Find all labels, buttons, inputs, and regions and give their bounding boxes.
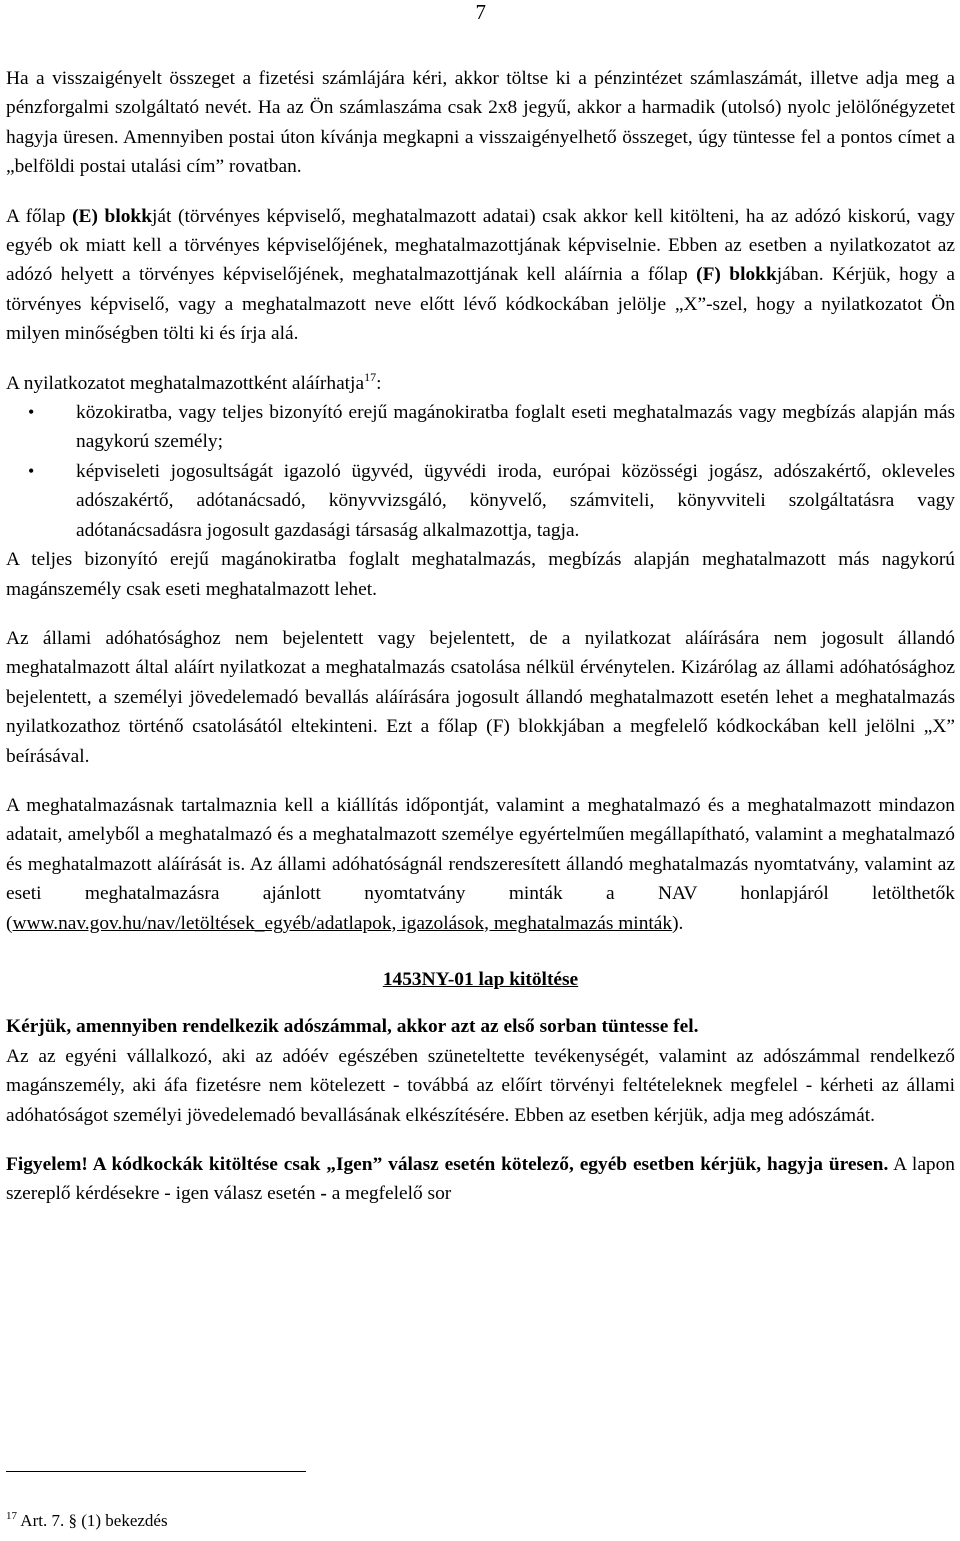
bullet-icon: • bbox=[28, 460, 35, 481]
paragraph-tax-number bbox=[6, 1012, 955, 1130]
text: Az az egyéni vállalkozó, aki az adóév egészében szüneteltette tevékenységét, valamint az adószámmal rendelkező magánszemély, aki áfa fizetésre nem kötelezett - továbbá az előírt törvényi feltételeknek megfelel - kérheti az állami adóhatóságot személyi jövedelemadó bevallásának elkészítésére. Ebben az esetben kérjük, adja meg adószámát. bbox=[6, 1045, 955, 1126]
bold-instruction: Kérjük, amennyiben rendelkezik adószámmal, akkor azt az első sorban tüntesse fel. bbox=[6, 1016, 699, 1038]
text: jában. Kérjük, hogy a törvényes képviselő, vagy a meghatalmazott neve előtt lévő kódkockában jelölje „X”-szel, hogy a nyilatkozatot Ön milyen minőségben tölti ki és írja alá. bbox=[6, 264, 955, 345]
paragraph-permanent-representative: Az állami adóhatósághoz nem bejelentett vagy bejelentett, de a nyilatkozat aláírására nem jogosult állandó meghatalmazott által aláírt nyilatkozat a meghatalmazás csatolása nélkül érvénytelen. Kizárólag az állami adóhatósághoz bejelentett, a személyi jövedelemadó bevallás aláírására jogosult állandó meghatalmazott esetén lehet a meghatalmazás nyilatkozathoz történő csatolásától eltekinteni. Ezt a főlap (F) blokkjában a megfelelő kódkockában kell jelölni „X” beírásával. bbox=[6, 627, 955, 767]
nav-website-link[interactable]: www.nav.gov.hu/nav/letöltések_egyéb/adatlapok, igazolások, meghatalmazás minták bbox=[12, 912, 673, 934]
paragraph-attention bbox=[6, 1150, 955, 1209]
paragraph-authorization-content bbox=[6, 791, 955, 938]
list-item bbox=[6, 398, 955, 457]
bold-block-f: (F) blokk bbox=[696, 264, 777, 286]
bullet-icon: • bbox=[28, 402, 35, 423]
text: A lapon szereplő kérdésekre - igen válasz esetén bbox=[6, 1154, 956, 1205]
footnote bbox=[6, 1510, 168, 1532]
paragraph-private-document: A teljes bizonyító erejű magánokiratba foglalt meghatalmazás, megbízás alapján meghatalmazott más nagykorú magánszemély csak eseti meghatalmazott lehet. bbox=[6, 549, 955, 600]
text: A főlap bbox=[6, 205, 73, 227]
paragraph-signatory-intro bbox=[6, 369, 955, 398]
document-body bbox=[6, 64, 955, 1209]
bold-warning: Figyelem! A kódkockák kitöltése csak „Igen” válasz esetén kötelező, egyéb esetben kérjük, hagyja üresen. bbox=[6, 1154, 889, 1175]
footnote-ref: 17 bbox=[364, 369, 377, 384]
paragraph-block-e bbox=[6, 202, 955, 349]
footnote-text: Art. 7. § (1) bekezdés bbox=[17, 1511, 168, 1530]
footnote-divider bbox=[6, 1471, 306, 1472]
text: : bbox=[376, 372, 382, 394]
text: ). bbox=[672, 912, 684, 934]
bold-dash: - bbox=[320, 1183, 327, 1205]
page-number: 7 bbox=[475, 0, 486, 24]
signatory-list bbox=[6, 398, 955, 545]
list-item bbox=[6, 457, 955, 545]
text: a megfelelő sor bbox=[326, 1183, 452, 1205]
text: ját (törvényes képviselő, meghatalmazott adatai) csak akkor kell kitölteni, ha az adózó kiskorú, vagy egyéb ok miatt kell a törvényes képviselőjének, meghatalmazottjának képviselnie. Ebben az esetben a nyilatkozatot az adózó helyett a törvényes képviselőjének, meghatalmazottjának kell aláírnia a főlap bbox=[6, 205, 955, 286]
list-item-text: közokiratba, vagy teljes bizonyító erejű magánokiratba foglalt eseti meghatalmazás vagy megbízás alapján más nagykorú személy; bbox=[76, 402, 955, 453]
section-title: 1453NY-01 lap kitöltése bbox=[382, 968, 579, 990]
text: A nyilatkozatot meghatalmazottként aláírhatja bbox=[6, 372, 365, 394]
text: A meghatalmazásnak tartalmaznia kell a kiállítás időpontját, valamint a meghatalmazó és a meghatalmazott mindazon adatait, amelyből a meghatalmazó és a meghatalmazott személye egyértelműen megállapítható, valamint a meghatalmazó és meghatalmazott aláírását is. Az állami adóhatóságnál rendszeresített állandó meghatalmazás nyomtatvány, valamint az eseti meghatalmazásra ajánlott nyomtatvány minták a NAV honlapjáról letölthetők ( bbox=[6, 794, 955, 934]
list-item-text: képviseleti jogosultságát igazoló ügyvéd, ügyvédi iroda, európai közösségi jogász, adószakértő, okleveles adószakértő, adótanácsadó, könyvvizsgáló, könyvelő, számviteli, könyvviteli szolgáltatásra vagy adótanácsadásra jogosult gazdasági társaság alkalmazottja, tagja. bbox=[76, 460, 955, 541]
footnote-number: 17 bbox=[6, 1510, 17, 1522]
paragraph-bank-account: Ha a visszaigényelt összeget a fizetési számlájára kéri, akkor töltse ki a pénzintézet számlaszámát, illetve adja meg a pénzforgalmi szolgáltató nevét. Ha az Ön számlaszáma csak 2x8 jegyű, akkor a harmadik (utolsó) nyolc jelölőnégyzetet hagyja üresen. Amennyiben postai úton kívánja megkapni a visszaigényelhető összeget, úgy tüntesse fel a pontos címet a „belföldi postai utalási cím” rovatban. bbox=[6, 68, 955, 178]
bold-block-e: (E) blokk bbox=[72, 205, 152, 227]
